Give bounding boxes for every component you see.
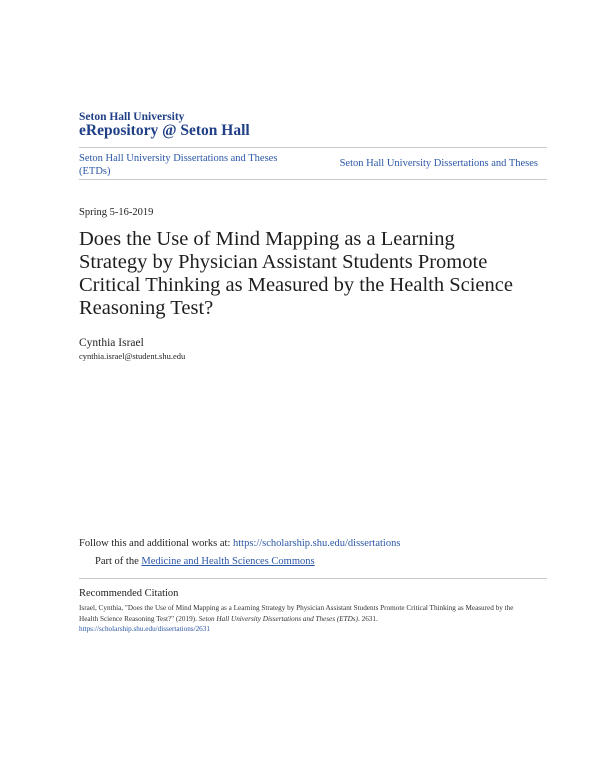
citation-divider [79, 578, 547, 579]
commons-link[interactable]: Medicine and Health Sciences Commons [141, 556, 315, 567]
follow-line [79, 538, 400, 549]
publication-date: Spring 5-16-2019 [79, 207, 154, 218]
follow-prefix: Follow this and additional works at: [79, 538, 233, 549]
citation-url-link[interactable]: https://scholarship.shu.edu/dissertations/2631 [79, 625, 210, 633]
repository-name[interactable]: eRepository @ Seton Hall [79, 122, 250, 139]
citation-heading: Recommended Citation [79, 588, 179, 599]
header-divider-bottom [79, 179, 547, 180]
author-email: cynthia.israel@student.shu.edu [79, 351, 186, 361]
collection-link-left[interactable]: Seton Hall University Dissertations and Theses (ETDs) [79, 153, 278, 177]
follow-url-link[interactable]: https://scholarship.shu.edu/dissertations [233, 538, 401, 549]
document-title: Does the Use of Mind Mapping as a Learning Strategy by Physician Assistant Students Promote Critical Thinking as Measured by the Health Science Reasoning Test? [79, 228, 513, 319]
repository-link[interactable] [79, 122, 250, 140]
citation-number: . 2631. [358, 614, 378, 623]
author-name: Cynthia Israel [79, 337, 144, 349]
collection-link-right[interactable]: Seton Hall University Dissertations and Theses [339, 158, 538, 169]
part-of-line [95, 556, 315, 567]
citation-text [79, 603, 529, 635]
university-name[interactable]: Seton Hall University [79, 111, 185, 123]
citation-body: Israel, Cynthia, "Does the Use of Mind Mapping as a Learning Strategy by Physician Assistant Students Promote Critical Thinking as Measured by the Health Science Reasoning Test?" (2019). [79, 604, 514, 623]
header-divider-top [79, 147, 547, 148]
part-of-prefix: Part of the [95, 556, 142, 567]
citation-journal: Seton Hall University Dissertations and Theses (ETDs) [198, 614, 358, 623]
